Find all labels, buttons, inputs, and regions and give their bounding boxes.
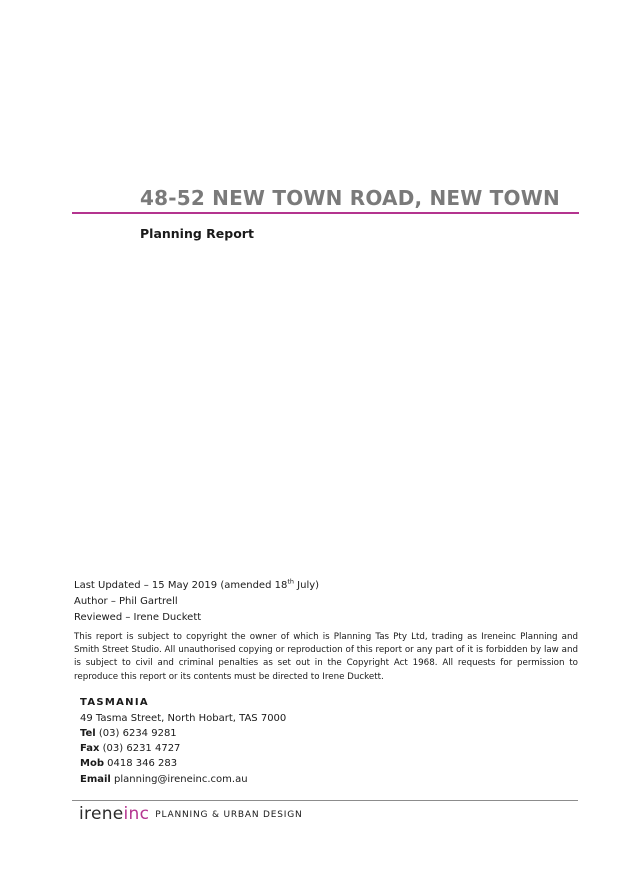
logo-irene-text: irene — [79, 804, 124, 824]
footer-rule — [72, 800, 578, 801]
email-line — [80, 774, 248, 785]
office-address: 49 Tasma Street, North Hobart, TAS 7000 — [80, 713, 287, 724]
company-logo — [79, 804, 303, 824]
copyright-notice: This report is subject to copyright the owner of which is Planning Tas Pty Ltd, trading as Ireneinc Planning and Smith Street Studio. All unauthorised copying or reproduction of this report or any part of it is forbidden by law and is subject to civil and criminal penalties as set out in the Copyright Act 1968. All requests for permission to reproduce this report or its contents must be directed to Irene Duckett. — [74, 632, 578, 682]
author-line: Author – Phil Gartrell — [74, 596, 178, 607]
last-updated-superscript: th — [287, 577, 294, 586]
logo-tagline: PLANNING & URBAN DESIGN — [155, 810, 303, 820]
email-label: Email — [80, 774, 111, 785]
mobile-value: 0418 346 283 — [103, 758, 178, 769]
fax-line — [80, 743, 180, 754]
office-name: TASMANIA — [80, 697, 149, 708]
fax-value: (03) 6231 4727 — [99, 743, 181, 754]
last-updated-text: Last Updated – 15 May 2019 (amended 18 — [74, 580, 288, 591]
phone-label: Tel — [80, 728, 96, 739]
logo-inc-text: inc — [123, 804, 150, 824]
last-updated-suffix: July) — [294, 580, 320, 591]
mobile-label: Mob — [80, 758, 104, 769]
reviewed-line: Reviewed – Irene Duckett — [74, 612, 202, 623]
report-title: 48-52 NEW TOWN ROAD, NEW TOWN — [140, 186, 560, 210]
fax-label: Fax — [80, 743, 100, 754]
title-underline — [72, 212, 579, 214]
phone-line — [80, 728, 177, 739]
report-subtitle: Planning Report — [140, 226, 254, 241]
mobile-line — [80, 758, 177, 769]
email-value: planning@ireneinc.com.au — [110, 774, 248, 785]
last-updated-line — [74, 577, 320, 591]
phone-value: (03) 6234 9281 — [95, 728, 177, 739]
